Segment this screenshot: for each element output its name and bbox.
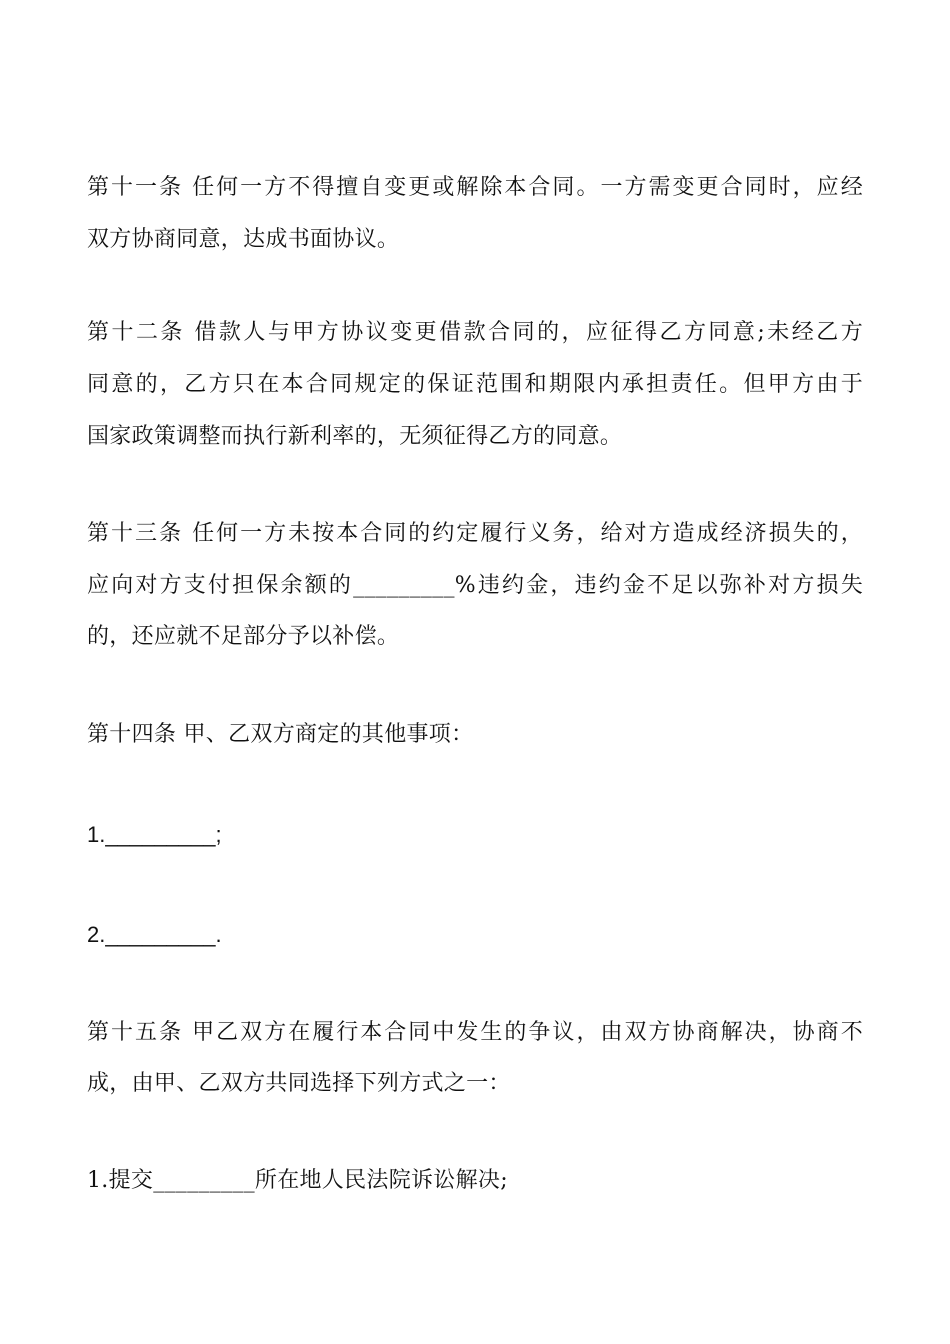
article-15-line-1: 第十五条 甲乙双方在履行本合同中发生的争议，由双方协商解决，协商不 — [87, 1020, 863, 1045]
article-11-line-1: 第十一条 任何一方不得擅自变更或解除本合同。一方需变更合同时，应经 — [87, 175, 863, 200]
article-12-line-2: 同意的，乙方只在本合同规定的保证范围和期限内承担责任。但甲方由于 — [87, 372, 863, 397]
article-15-line-2: 成，由甲、乙双方共同选择下列方式之一： — [87, 1071, 511, 1096]
article-13-line-3: 的，还应就不足部分予以补偿。 — [87, 624, 400, 649]
article-14-item-2: 2._________. — [87, 922, 222, 947]
article-14-item-1: 1._________; — [87, 822, 222, 847]
article-13-line-1: 第十三条 任何一方未按本合同的约定履行义务，给对方造成经济损失的， — [87, 521, 863, 546]
article-12-line-1: 第十二条 借款人与甲方协议变更借款合同的，应征得乙方同意;未经乙方 — [87, 320, 863, 345]
article-14-heading: 第十四条 甲、乙双方商定的其他事项： — [87, 722, 474, 747]
article-12-line-3: 国家政策调整而执行新利率的，无须征得乙方的同意。 — [87, 424, 623, 449]
article-15-option-1: 1.提交_________所在地人民法院诉讼解决; — [87, 1168, 508, 1193]
article-11-line-2: 双方协商同意，达成书面协议。 — [87, 227, 400, 252]
article-13-line-2: 应向对方支付担保余额的_________%违约金，违约金不足以弥补对方损失 — [87, 573, 863, 598]
